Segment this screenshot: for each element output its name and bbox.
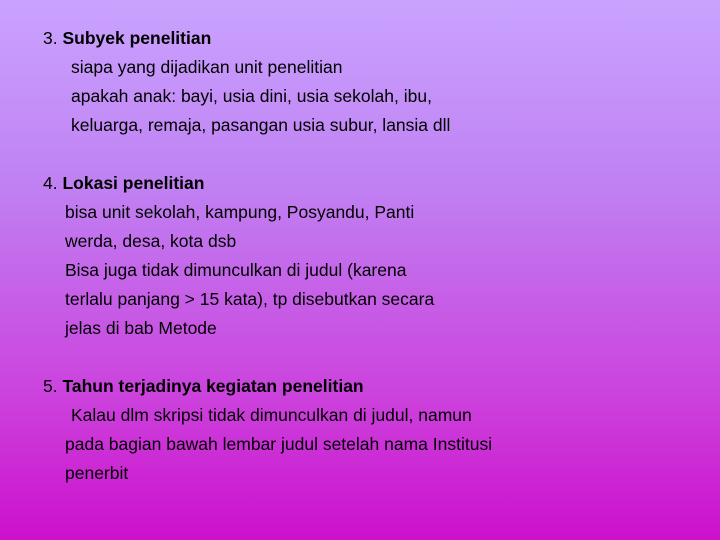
section-title: Subyek penelitian: [62, 28, 212, 48]
section-heading: [43, 24, 683, 53]
section-heading: [43, 372, 683, 401]
body-line: siapa yang dijadikan unit penelitian: [71, 57, 343, 77]
body-line: pada bagian bawah lembar judul setelah nama Institusi: [65, 434, 493, 454]
section-number: 4.: [43, 173, 58, 193]
slide-content: [43, 24, 683, 488]
section-number: 3.: [43, 28, 58, 48]
body-line: apakah anak: bayi, usia dini, usia sekolah, ibu,: [71, 86, 432, 106]
body-line: Bisa juga tidak dimunculkan di judul (karena: [65, 260, 407, 280]
section-tahun-kegiatan: [43, 372, 683, 488]
section-title: Tahun terjadinya kegiatan penelitian: [62, 376, 364, 396]
body-line: werda, desa, kota dsb: [65, 231, 237, 251]
body-line: penerbit: [65, 463, 129, 483]
section-lokasi-penelitian: [43, 169, 683, 343]
body-line: jelas di bab Metode: [65, 318, 217, 338]
section-number: 5.: [43, 376, 58, 396]
body-line: terlalu panjang > 15 kata), tp disebutkan secara: [65, 289, 435, 309]
body-line: bisa unit sekolah, kampung, Posyandu, Panti: [65, 202, 415, 222]
section-heading: [43, 169, 683, 198]
body-line: keluarga, remaja, pasangan usia subur, lansia dll: [71, 115, 451, 135]
section-subyek-penelitian: [43, 24, 683, 140]
section-title: Lokasi penelitian: [62, 173, 205, 193]
body-line: Kalau dlm skripsi tidak dimunculkan di judul, namun: [71, 405, 472, 425]
